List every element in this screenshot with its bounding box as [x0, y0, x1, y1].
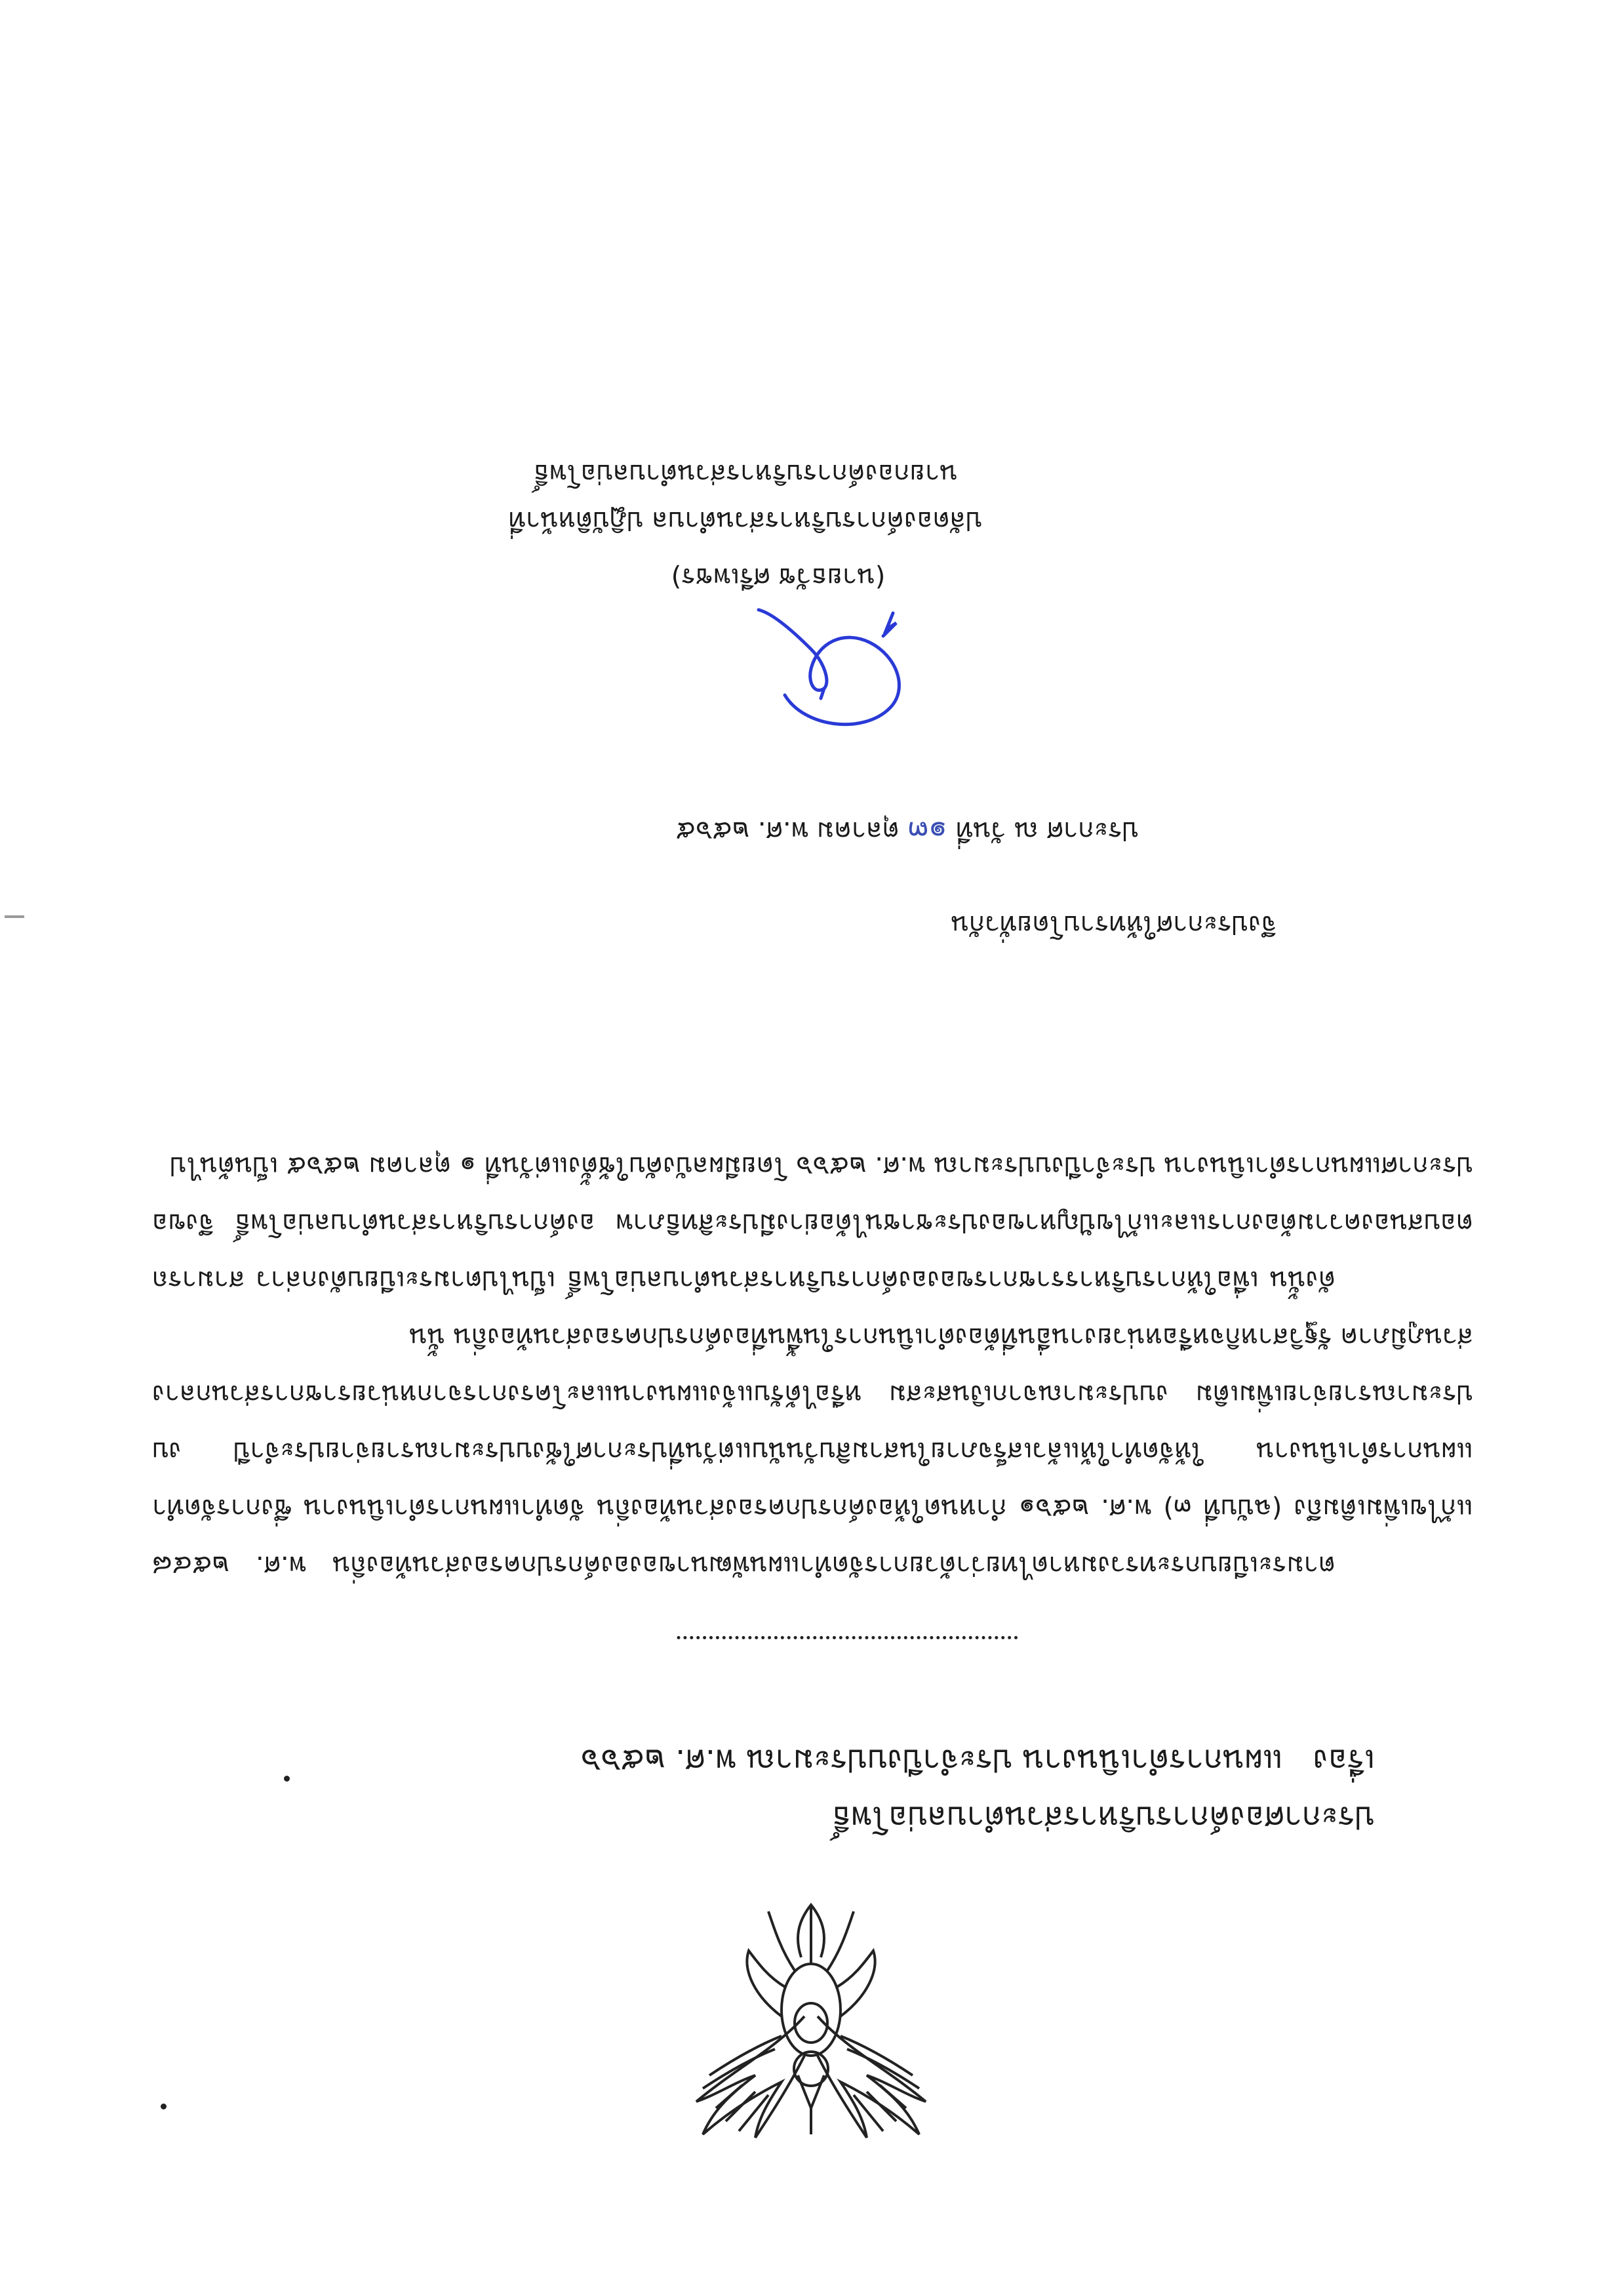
body-paragraph-1: ตามระเบียบกระทรวงมหาดไทยว่าด้วยการจัดทำแผนพัฒนาขององค์กรปกครองส่วนท้องถิ่น พ.ศ. ๒๕๔๘ แก้ไขเพิ่มเติมถึง (ฉบับที่ ๓) พ.ศ. ๒๕๖๑ กำหนดให้องค์กรปกครองส่วนท้องถิ่น จัดทำแผนการดำเนินงาน ซึ่งการจัดทำแผนการดำเนินงาน ให้จัดทำให้แล้วเสร็จภายในสามสิบวันนับแต่วันที่ประกาศใช้งบประมาณรายจ่ายประจำปี งบประมาณรายจ่ายเพิ่มเติม งบประมาณจากเงินสะสม หรือได้รับแจ้งแผนงานและโครงการจากหน่วยราชการส่วนกลาง ส่วนภูมิภาค รัฐวิสาหกิจหรือหน่วยงานอื่นที่ต้องดำเนินการในพื้นที่องค์กรปกครองส่วนท้องถิ่น นั้น — [152, 1322, 1473, 1580]
document-title: ประกาศองค์การบริหารส่วนตำบลบ่อโพธิ์ — [831, 1799, 1375, 1836]
given-day: ๑๓ — [907, 815, 948, 850]
subject-text: แผนการดำเนินงาน ประจำปีงบประมาณ พ.ศ. ๒๕๖๖ — [580, 1742, 1283, 1779]
announcement-line: จึงประกาศให้ทราบโดยทั่วกัน — [951, 909, 1277, 940]
given-suffix: ตุลาคม พ.ศ. ๒๕๖๕ — [675, 816, 900, 846]
garuda-emblem-icon — [677, 1898, 945, 2147]
signer-position-line-1: ปลัดองค์การบริหารส่วนตำบล ปฏิบัติหน้าที่ — [508, 506, 983, 536]
given-prefix: ประกาศ ณ วันที่ — [955, 816, 1139, 846]
signer-position — [418, 450, 1073, 544]
subject-label: เรื่อง — [1313, 1742, 1375, 1779]
dotted-separator — [677, 1636, 1018, 1639]
scan-speck — [284, 1776, 290, 1782]
scan-speck — [161, 2104, 167, 2109]
scan-edge-mark — [5, 915, 24, 918]
signer-position-line-2: นายกองค์การบริหารส่วนตำบลบ่อโพธิ์ — [533, 458, 958, 489]
document-body — [152, 1137, 1473, 1593]
document-subject — [391, 1741, 1375, 1780]
body-paragraph-2: ดังนั้น เพื่อให้การบริหารราชการขององค์การบริหารส่วนตำบลบ่อโพธิ์ เป็นไปตามระเบียบดังกล่าว สามารถตอบสนองความต้องการและแก้ไขปัญหาของประชาชนได้อย่างมีประสิทธิภาพ องค์การบริหารส่วนตำบลบ่อโพธิ์ จึงขอประกาศแผนการดำเนินงาน ประจำปีงบประมาณ พ.ศ. ๒๕๖๖ โดยมีผลบังคับใช้ตั้งแต่วันที่ ๑ ตุลาคม ๒๕๖๕ เป็นต้นไป — [152, 1151, 1473, 1295]
signer-name: (นายธวัช ศรีเพชร) — [671, 562, 886, 592]
given-date — [385, 811, 1139, 852]
handwritten-signature — [726, 603, 922, 734]
